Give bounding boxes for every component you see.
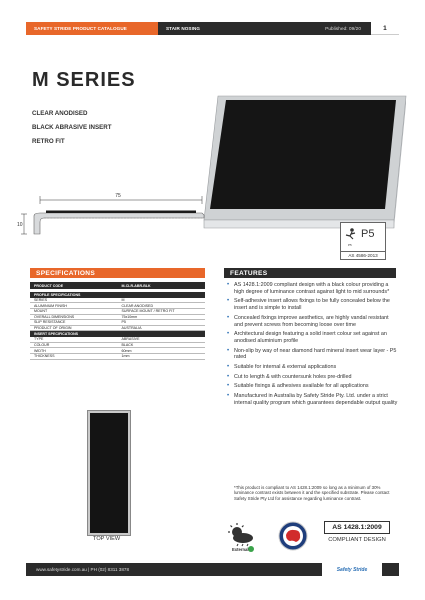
- badge-small-rating: P5: [348, 243, 352, 247]
- spec-value: M: [121, 298, 125, 303]
- list-item: • Suitable for internal & external applications: [226, 364, 398, 371]
- safety-stride-logo: [322, 563, 382, 576]
- spec-label: THICKNESS: [34, 354, 55, 359]
- compliance-standard-box: [324, 521, 390, 547]
- published-date: Published: 09/20: [325, 22, 371, 35]
- spec-label: TYPE: [34, 337, 44, 342]
- footer-contact: www.safetystride.com.au | PH (02) 8311 3878: [36, 567, 130, 572]
- product-code-row: [30, 282, 205, 289]
- spec-value: SURFACE MOUNT / RETRO FIT: [121, 309, 175, 314]
- description-line: BLACK ABRASIVE INSERT: [32, 124, 112, 131]
- list-item: • Non-slip by way of near diamond hard mineral insert wear layer - P5 rated: [226, 348, 398, 361]
- catalogue-label: SAFETY STRIDE PRODUCT CATALOGUE: [26, 22, 158, 35]
- specifications-heading: SPECIFICATIONS: [30, 268, 205, 278]
- product-code-label: PRODUCT CODE: [34, 283, 64, 288]
- spec-label: SLIP RESISTANCE: [34, 320, 66, 325]
- profile-drawing: [14, 188, 214, 246]
- height-dimension: 10: [17, 222, 23, 228]
- features-list: [226, 282, 398, 410]
- list-item: • Architectural design featuring a solid insert colour set against an anodised aluminium profile: [226, 331, 398, 344]
- product-render-image: [196, 88, 411, 238]
- page-number: 1: [371, 22, 399, 35]
- list-item: • Suitable fixings & adhesives available for all applications: [226, 383, 398, 390]
- page-title: M SERIES: [32, 69, 136, 91]
- slip-rating-badge: [340, 222, 386, 260]
- spec-label: SERIES: [34, 298, 48, 303]
- spec-value: P5: [121, 320, 126, 325]
- spec-label: OVERALL DIMENSIONS: [34, 314, 75, 319]
- top-view-label: TOP VIEW: [93, 536, 121, 542]
- profile-shape: [34, 213, 204, 234]
- badge-rating: P5: [361, 228, 375, 240]
- badge-standard: AS 4586-2013: [341, 251, 385, 258]
- table-row: [30, 354, 205, 360]
- page-header: [26, 22, 399, 35]
- external-label: External: [232, 547, 249, 552]
- section-label: STAIR NOSING: [158, 22, 325, 35]
- spec-label: WIDTH: [34, 348, 46, 353]
- spec-value: 1mm: [121, 354, 130, 359]
- profile-insert: [46, 211, 196, 214]
- list-item: • AS 1428.1:2009 compliant design with a black colour providing a high degree of luminance contrast against light to mid surrounds*: [226, 282, 398, 295]
- specifications-table: [30, 282, 205, 360]
- spec-label: PRODUCT OF ORIGIN: [34, 326, 72, 331]
- description-line: CLEAR ANODISED: [32, 110, 88, 117]
- width-dimension: 75: [115, 193, 121, 199]
- product-description: [32, 107, 112, 149]
- list-item: • Self-adhesive insert allows fixings to be fully concealed below the insert and is simple to install: [226, 298, 398, 311]
- spec-value: BLACK: [121, 343, 134, 348]
- compliant-design-label: COMPLIANT DESIGN: [328, 536, 386, 543]
- slip-icon: [344, 227, 360, 241]
- spec-label: MOUNT: [34, 309, 48, 314]
- description-line: RETRO FIT: [32, 138, 65, 145]
- standard-code: AS 1428.1:2009: [324, 521, 390, 534]
- abrasive-insert: [210, 100, 396, 209]
- spec-value: ABRASIVE: [121, 337, 140, 342]
- sun-rain-icon: [226, 522, 256, 558]
- top-view-image: [87, 410, 131, 536]
- product-code-value: M-CLR-ABR-BLK: [121, 283, 151, 288]
- spec-value: 75x10mm: [121, 314, 138, 319]
- features-heading: FEATURES: [224, 268, 396, 278]
- spec-value: AUSTRALIA: [121, 326, 142, 331]
- spec-value: CLEAR ANODISED: [121, 303, 154, 308]
- insert-spec-heading-text: INSERT SPECIFICATIONS: [34, 332, 79, 337]
- list-item: • Concealed fixings improve aesthetics, are highly vandal resistant and prevent screws from becoming loose over time: [226, 315, 398, 328]
- spec-label: ALUMINIUM FINISH: [34, 303, 67, 308]
- australian-made-icon: [278, 521, 308, 551]
- spec-value: 60mm: [121, 348, 132, 353]
- top-view-insert: [90, 413, 128, 533]
- profile-spec-heading-text: PROFILE SPECIFICATIONS: [34, 292, 81, 297]
- spec-label: COLOUR: [34, 343, 50, 348]
- list-item: • Cut to length & with countersunk holes pre-drilled: [226, 374, 398, 381]
- compliance-note: *This product is compliant to AS 1428.1:2009 so long as a minimum of 30% luminance contrast exists between it and the specified substrate. Please contact Safety Stride Pty Ltd for assistance regarding luminance contrast.: [234, 485, 390, 501]
- list-item: • Manufactured in Australia by Safety Stride Pty. Ltd. under a strict internal quality program which guarantees dependable output quality: [226, 393, 398, 406]
- logo-text: Safety Stride: [336, 566, 368, 573]
